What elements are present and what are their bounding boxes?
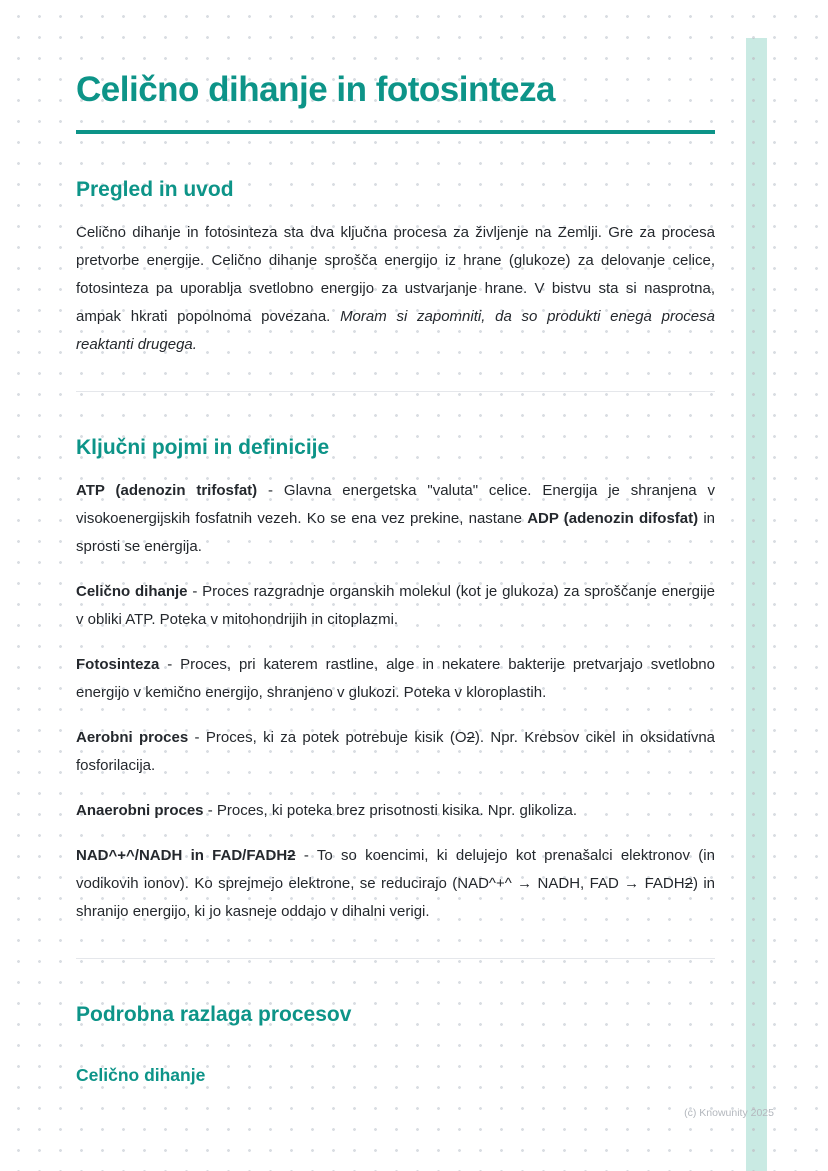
- section-heading: Pregled in uvod: [76, 178, 234, 202]
- text-segment: 2: [466, 729, 475, 747]
- text-segment: - Proces, ki za potek potrebuje kisik (O: [188, 729, 467, 747]
- text-segment: Anaerobni proces: [76, 802, 204, 820]
- section-celicno-dihanje-sub: [76, 1065, 715, 1086]
- text-segment: ATP (adenozin trifosfat): [76, 482, 258, 500]
- paragraph: [76, 651, 715, 707]
- text-segment: - Proces, pri katerem rastline, alge in nekatere bakterije pretvarjajo svetlobno energijo v kemično energijo, shranjeno v glukozi. Poteka v kloroplastih.: [76, 656, 715, 702]
- page-title: Celično dihanje in fotosinteza: [76, 70, 555, 109]
- text-segment: - Glavna energetska "valuta" celice. Energija je shranjena v visokoenergijskih fosfatnih vezeh. Ko se ena vez prekine, nastane: [76, 482, 716, 528]
- text-segment: Fotosinteza: [76, 656, 160, 674]
- section-kljucni-pojmi-in-definicije: [76, 436, 715, 959]
- paragraph: [76, 477, 715, 561]
- text-segment: 2: [684, 875, 693, 893]
- text-segment: 2: [287, 847, 296, 865]
- text-segment: Aerobni proces: [76, 729, 189, 747]
- text-segment: Celično dihanje: [76, 583, 188, 601]
- section-heading: Podrobna razlaga procesov: [76, 1003, 352, 1027]
- text-segment: - To so koencimi, ki delujejo kot prenašalci elektronov (in vodikovih ionov). Ko sprejmejo elektrone, se reducirajo (NAD^+^ → NADH, FAD → FADH: [76, 847, 715, 893]
- text-segment: Moram si zapomniti, da so produkti enega procesa reaktanti drugega.: [76, 308, 715, 354]
- sections: [76, 178, 715, 1086]
- text-segment: ADP (adenozin difosfat): [527, 510, 699, 528]
- paragraph: [76, 578, 715, 634]
- section-pregled-in-uvod: [76, 178, 715, 392]
- section-divider: [76, 391, 715, 392]
- text-segment: - Proces razgradnje organskih molekul (kot je glukoza) za sproščanje energije v obliki ATP. Poteka v mitohondrijih in citoplazmi.: [76, 583, 715, 629]
- paragraph: [76, 219, 715, 359]
- text-segment: ). Npr. Krebsov cikel in oksidativna fosforilacija.: [76, 729, 716, 775]
- paragraph: [76, 724, 715, 780]
- section-heading: Ključni pojmi in definicije: [76, 436, 330, 460]
- subsection-heading: Celično dihanje: [76, 1065, 206, 1086]
- text-segment: ) in shranijo energijo, ki jo kasneje oddajo v dihalni verigi.: [76, 875, 716, 921]
- paragraph: [76, 797, 715, 825]
- text-segment: NAD^+^/NADH in FAD/FADH: [76, 847, 288, 865]
- title-rule: [76, 130, 715, 134]
- text-segment: in sprosti se energija.: [76, 510, 716, 556]
- text-segment: Celično dihanje in fotosinteza sta dva ključna procesa za življenje na Zemlji. Gre za procesa pretvorbe energije. Celično dihanje sprošča energijo iz hrane (glukoze) za delovanje celice, fotosinteza pa uporablja svetlobno energijo za ustvarjanje hrane. V bistvu sta si nasprotna, ampak hkrati popolnoma povezana.: [76, 224, 715, 326]
- footer-copyright: (c) Knowunity 2025: [684, 1107, 774, 1119]
- paragraph: [76, 842, 715, 926]
- text-segment: - Proces, ki poteka brez prisotnosti kisika. Npr. glikoliza.: [203, 802, 578, 820]
- section-divider: [76, 958, 715, 959]
- section-podrobna-razlaga-procesov: [76, 1003, 715, 1027]
